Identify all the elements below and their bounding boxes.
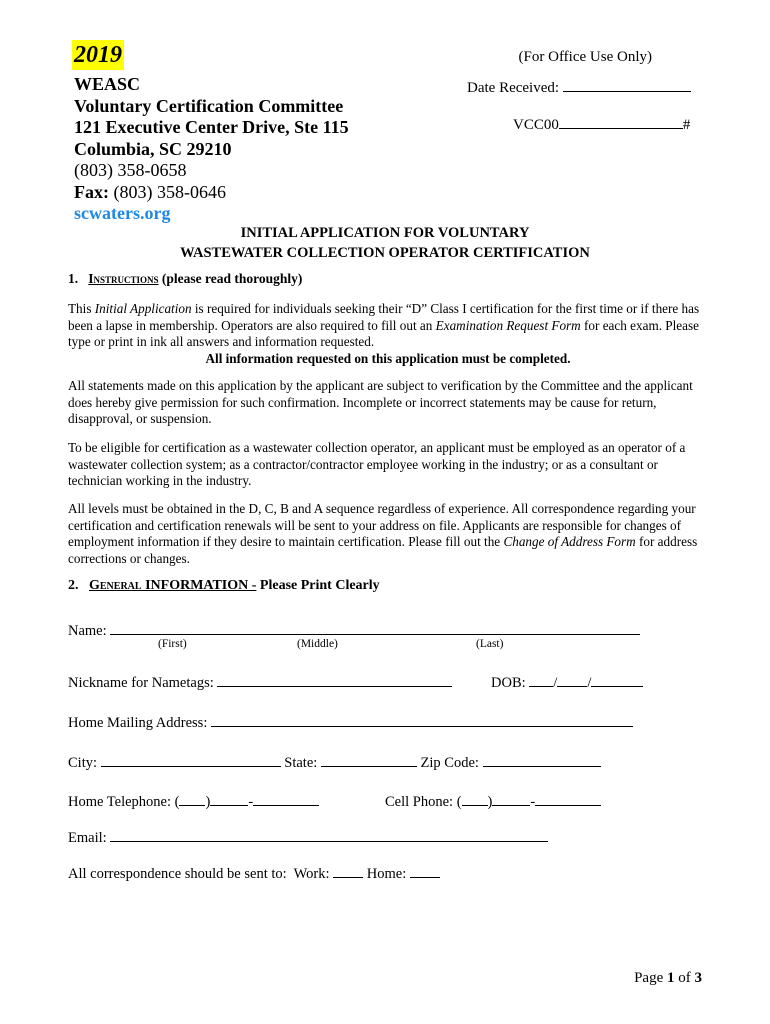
p1-text-c: for each exam. Please type or print in ink all answers and information requested.	[68, 317, 699, 349]
name-last-caption: (Last)	[476, 638, 504, 650]
home-phone-area-blank[interactable]	[179, 791, 205, 806]
name-label: Name:	[68, 623, 107, 639]
vcc-suffix: #	[682, 117, 691, 133]
org-name: WEASC	[74, 74, 141, 94]
home-phone-dash: -	[248, 794, 254, 810]
instructions-paragraph-4	[68, 501, 708, 567]
home-phone-close-paren: )	[205, 794, 211, 810]
fax-line	[74, 182, 349, 204]
home-phone-open-paren: (	[174, 794, 180, 810]
name-field	[68, 620, 640, 640]
p1-italic-exam-request: Examination Request Form	[435, 317, 581, 333]
dob-field	[491, 672, 643, 692]
section-1-title: Instructions	[88, 271, 159, 286]
section-2-heading	[68, 578, 380, 594]
cell-phone-dash: -	[530, 794, 536, 810]
cell-phone-open-paren: (	[456, 794, 462, 810]
zip-label: Zip Code:	[420, 755, 479, 771]
name-first-caption: (First)	[158, 638, 187, 650]
p4-italic-change-of-address: Change of Address Form	[503, 534, 636, 549]
section-2-title-information: INFORMATION -	[145, 578, 257, 593]
cell-phone-area-blank[interactable]	[462, 791, 488, 806]
office-use-note: (For Office Use Only)	[518, 49, 652, 65]
date-received-label: Date Received:	[467, 80, 560, 96]
page-of: of	[678, 970, 691, 986]
home-telephone-field	[68, 791, 319, 811]
page-current: 1	[667, 970, 675, 986]
correspondence-label: All correspondence should be sent to:	[68, 866, 287, 882]
instructions-paragraph-3: To be eligible for certification as a wastewater collection operator, an applicant must be employed as an operator of a wastewater collection system; as a contractor/contractor employee working in the industry; or as a consultant or technician working in the industry.	[68, 440, 686, 488]
city-state-zip-row	[68, 752, 601, 772]
zip-blank[interactable]	[483, 752, 601, 767]
email-blank[interactable]	[110, 827, 548, 842]
organization-block	[74, 74, 349, 225]
email-field	[68, 827, 548, 847]
fax-label: Fax:	[74, 181, 109, 202]
home-label: Home:	[366, 866, 407, 882]
page-number	[634, 970, 702, 987]
cell-phone-field	[385, 791, 601, 811]
form-title-line-1: INITIAL APPLICATION FOR VOLUNTARY	[240, 225, 530, 241]
dob-separator-1: /	[553, 675, 558, 691]
section-2-subtitle: Please Print Clearly	[256, 578, 380, 593]
section-1-number: 1.	[68, 271, 79, 286]
page-word: Page	[634, 970, 664, 986]
city-label: City:	[68, 755, 98, 771]
cell-phone-prefix-blank[interactable]	[492, 791, 530, 806]
home-address-field	[68, 712, 633, 732]
p1-bold-requirement: All information requested on this application must be completed.	[205, 350, 571, 366]
address-line-1: 121 Executive Center Drive, Ste 115	[74, 117, 349, 137]
home-phone-prefix-blank[interactable]	[210, 791, 248, 806]
dob-day-blank[interactable]	[557, 672, 587, 687]
section-2-number: 2.	[68, 578, 79, 593]
cell-phone-label: Cell Phone:	[385, 794, 454, 810]
dob-year-blank[interactable]	[591, 672, 643, 687]
home-phone-line-blank[interactable]	[253, 791, 319, 806]
vcc-prefix: VCC00	[513, 117, 559, 133]
state-label: State:	[284, 755, 318, 771]
date-received-field	[467, 77, 691, 97]
p1-text-b: is required for individuals seeking their “D” Class I certification for the first time or if there has been a lapse in membership. Operators are also required to fill out an	[68, 301, 700, 333]
p4-text-a: All levels must be obtained in the D, C, B and A sequence regardless of experience. All correspondence regarding your certification and certification renewals will be sent to your address on file. Applicants are responsible for changes of employment information if they desire to maintain certification. Please fill out the	[68, 501, 696, 549]
work-label: Work:	[293, 866, 330, 882]
dob-separator-2: /	[587, 675, 592, 691]
home-address-blank[interactable]	[211, 712, 633, 727]
name-middle-caption: (Middle)	[297, 638, 338, 650]
website-link[interactable]: scwaters.org	[74, 203, 171, 223]
work-option-blank[interactable]	[333, 863, 363, 878]
section-1-subtitle: (please read thoroughly)	[161, 271, 303, 286]
cell-phone-close-paren: )	[487, 794, 493, 810]
home-option-blank[interactable]	[410, 863, 440, 878]
name-blank[interactable]	[110, 620, 640, 635]
form-title-line-2: WASTEWATER COLLECTION OPERATOR CERTIFICATION	[180, 245, 590, 261]
home-address-label: Home Mailing Address:	[68, 715, 208, 731]
vcc-number-field	[513, 114, 690, 134]
nickname-field	[68, 672, 452, 692]
section-1-heading	[68, 271, 302, 287]
committee-name: Voluntary Certification Committee	[74, 95, 344, 116]
state-blank[interactable]	[321, 752, 417, 767]
section-2-title-general: General	[89, 578, 142, 593]
nickname-label: Nickname for Nametags:	[68, 675, 214, 691]
home-telephone-label: Home Telephone:	[68, 794, 172, 810]
page-total: 3	[694, 970, 702, 986]
instructions-paragraph-1	[68, 301, 708, 367]
dob-month-blank[interactable]	[529, 672, 553, 687]
vcc-number-blank[interactable]	[559, 114, 683, 129]
dob-label: DOB:	[491, 675, 526, 691]
fax-number: (803) 358-0646	[113, 181, 226, 202]
city-blank[interactable]	[101, 752, 281, 767]
instructions-paragraph-2: All statements made on this application by the applicant are subject to verification by the Committee and the applicant does hereby give permission for such confirmation. Incomplete or incorrect statements may be cause for return, disapproval, or suspension.	[68, 378, 693, 426]
address-line-2: Columbia, SC 29210	[74, 138, 232, 159]
form-year: 2019	[74, 42, 122, 68]
correspondence-field	[68, 863, 440, 883]
p1-italic-initial-application: Initial Application	[94, 301, 192, 316]
date-received-blank[interactable]	[563, 77, 691, 92]
p4-text-b: for address corrections or changes.	[68, 534, 698, 566]
p1-text-a: This	[68, 301, 95, 316]
form-title	[0, 223, 770, 263]
phone-number: (803) 358-0658	[74, 160, 187, 180]
cell-phone-line-blank[interactable]	[535, 791, 601, 806]
nickname-blank[interactable]	[217, 672, 452, 687]
email-label: Email:	[68, 830, 107, 846]
